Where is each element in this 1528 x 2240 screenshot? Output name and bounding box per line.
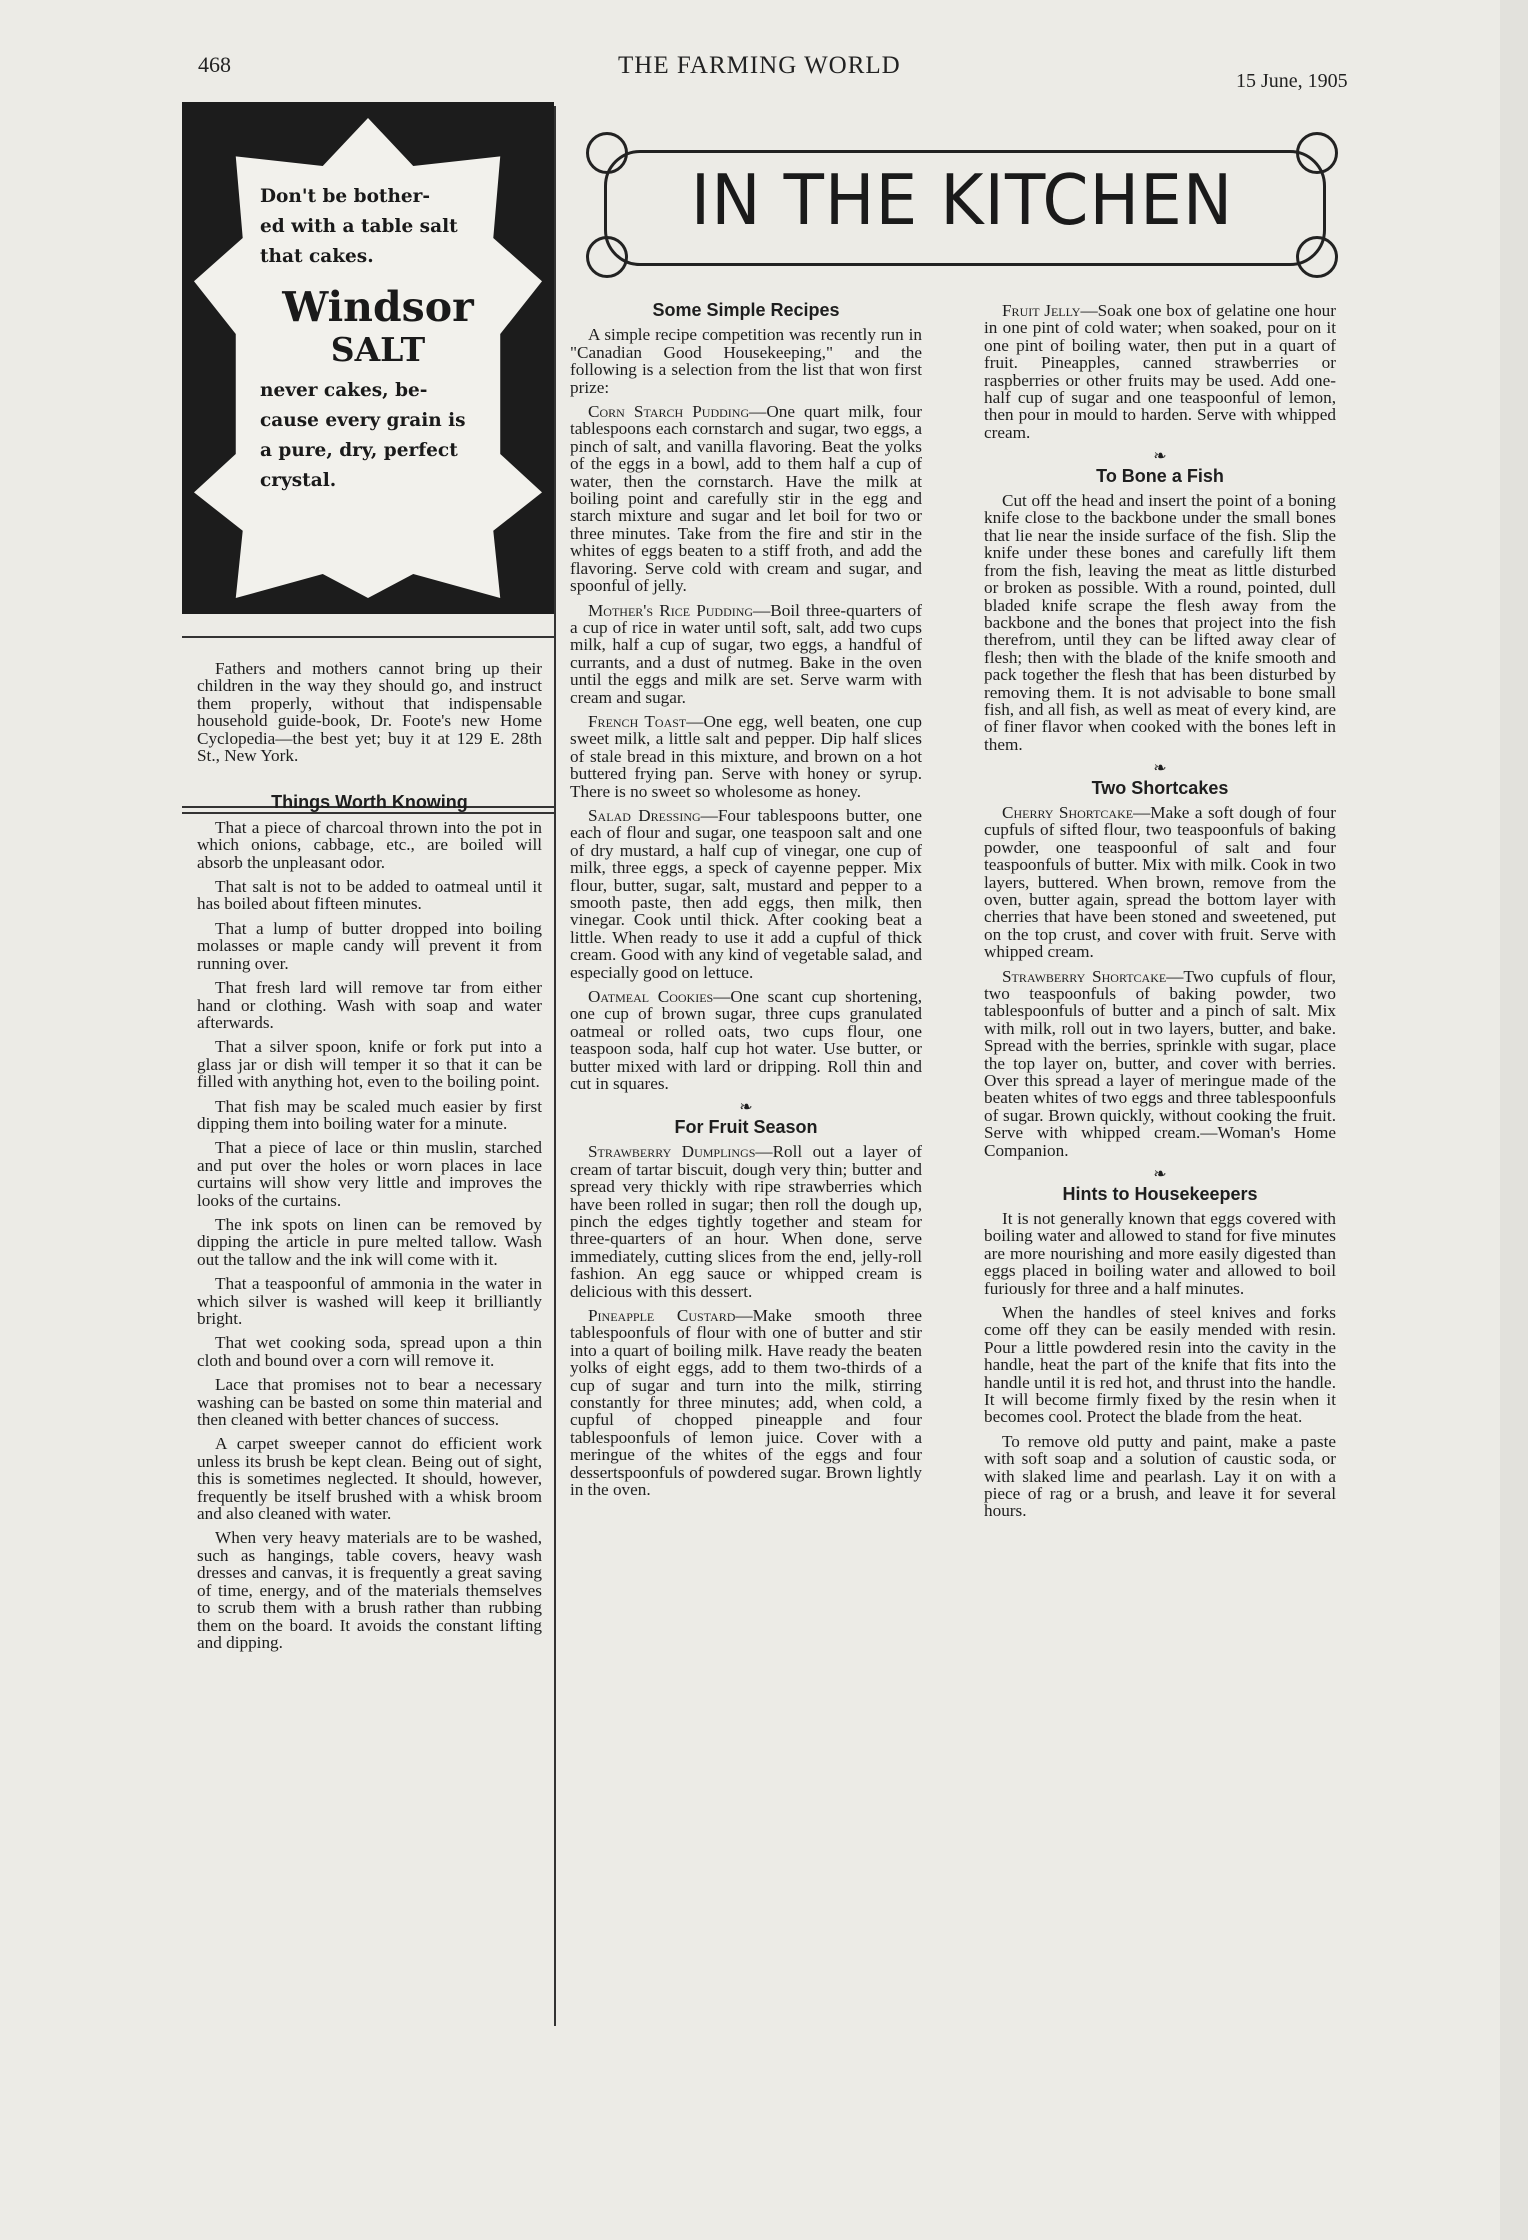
recipe-name: Corn Starch Pudding: [588, 402, 750, 422]
recipe-text: —Two cupfuls of flour, two teaspoonfuls of baking powder, two tablespoonfuls of butter and a pinch of salt. Mix with milk, roll out in two layers, butter, and bake. Spread with the berries, sprinkle with sugar, place the top layer on, butter, and cover with berries. Over this spread a layer of meringue made of the beaten whites of two eggs and three tablespoonfuls of sugar. Brown quickly, without cooking the fruit. Serve with whipped cream.—Woman's Home Companion.: [984, 966, 1336, 1160]
fruit-season-heading: For Fruit Season: [674, 1116, 818, 1137]
shortcakes-heading: Two Shortcakes: [1091, 777, 1229, 798]
ad-line: ed with a table salt: [260, 216, 458, 237]
recipe: [570, 713, 922, 800]
recipe-name: Oatmeal Cookies: [588, 987, 714, 1007]
ornament-icon: ❧: [1153, 448, 1167, 466]
list-item: That a silver spoon, knife or fork put into a glass jar or dish will temper it so that it can be filled with anything hot, even to the boiling point.: [197, 1037, 542, 1092]
list-item: That a teaspoonful of ammonia in the water in which silver is washed will keep it brilliantly bright.: [197, 1274, 542, 1328]
list-item: That a piece of charcoal thrown into the pot in which onions, cabbage, etc., are boiled will absorb the unpleasant odor.: [197, 817, 542, 872]
things-heading: Things Worth Knowing: [271, 792, 468, 813]
ornament-icon: ❧: [739, 1099, 753, 1117]
ad-line: Don't be bother-: [260, 186, 431, 207]
divider: [182, 636, 554, 638]
page-number: 468: [198, 52, 231, 77]
ad-line: never cakes, be-: [260, 380, 428, 401]
cyclopedia-notice: Fathers and mothers cannot bring up their children in the way they should go, and instruct them properly, without that indispensable household guide-book, Dr. Foote's new Home Cyclopedia—the best yet; buy it at 129 E. 28th St., New York.: [197, 659, 542, 766]
list-item: That fish may be scaled much easier by first dipping them into boiling water for a minute.: [197, 1096, 542, 1133]
recipe-name: Strawberry Shortcake: [1002, 966, 1167, 986]
ad-line: that cakes.: [260, 246, 374, 267]
hint: It is not generally known that eggs covered with boiling water and allowed to stand for five minutes are more nourishing and more easily digested than eggs placed in boiling water and allowed to boil furiously for three and a half minutes.: [984, 1208, 1336, 1298]
recipe: [570, 1143, 922, 1300]
recipe-text: —One egg, well beaten, one cup sweet milk, a little salt and pepper. Dip half slices of stale bread in this mixture, and brown on a hot buttered frying pan. Serve with honey or syrup. There is no sweet so wholesome as honey.: [570, 711, 922, 801]
list-item: That fresh lard will remove tar from either hand or clothing. Wash with soap and water afterwards.: [197, 978, 542, 1032]
recipe: [984, 968, 1336, 1159]
recipe-text: —Four tablespoons butter, one each of flour and sugar, one teaspoon salt and one of dry mustard, a half cup of vinegar, one cup of milk, three eggs, a speck of cayenne pepper. Mix flour, butter, sugar, salt, mustard and pepper to a smooth paste, then add eggs, then milk, then vinegar. Cook until thick. After cooking beat a little. When ready to use it add a cupful of thick cream. Good with any kind of vegetable salad, and especially good on lettuce.: [570, 805, 923, 982]
ornament-icon: ❧: [1153, 1166, 1167, 1184]
ad-line: crystal.: [260, 470, 337, 491]
recipe-text: —Soak one box of gelatine one hour in one pint of cold water; when soaked, pour on it one pint of boiling water, then put in a quart of fruit. Pineapples, canned strawberries or raspberries or other fruits may be used. Add one-half cup of sugar and one teaspoonful of lemon, then pour in mould to harden. Serve with whipped cream.: [984, 301, 1337, 442]
hints-heading: Hints to Housekeepers: [1062, 1183, 1258, 1204]
recipe-text: —Roll out a layer of cream of tartar biscuit, dough very thin; butter and spread very thickly with ripe strawberries which have been rolled in sugar; then roll the dough up, pinch the edges tightly together and steam for three-quarters of an hour. When done, serve immediately, cutting slices from the end, jelly-roll fashion. An egg sauce or whipped cream is delicious with this dessert.: [570, 1142, 922, 1301]
list-item: That salt is not to be added to oatmeal until it has boiled about fifteen minutes.: [197, 877, 542, 914]
hint: When the handles of steel knives and forks come off they can be easily mended with resin. Pour a little powdered resin into the cavity in the handle, heat the part of the knife that fits into the handle until it is red hot, and thrust into the handle. It will become firmly fixed by the resin when it becomes cool. Protect the blade from the heat.: [984, 1302, 1336, 1427]
section-title: IN THE KITCHEN: [690, 160, 1234, 241]
column-rule: [554, 106, 556, 2026]
list-item: That a lump of butter dropped into boiling molasses or maple candy will prevent it from running over.: [197, 918, 542, 973]
recipe: [570, 1307, 922, 1498]
recipe-name: Cherry Shortcake: [1002, 802, 1134, 822]
list-item: When very heavy materials are to be washed, such as hangings, table covers, heavy wash dresses and canvas, it is frequently a great saving of time, energy, and of the materials themselves to scrub them with a brush rather than rubbing them on the board. It avoids the constant lifting and dipping.: [197, 1528, 542, 1652]
ad-line: a pure, dry, perfect: [260, 440, 458, 461]
list-item: The ink spots on linen can be removed by dipping the article in pure melted tallow. Wash out the tallow and the ink will come with it.: [197, 1214, 542, 1269]
recipe-text: —Boil three-quarters of a cup of rice in water until soft, salt, add two cups milk, half a cup of sugar, two eggs, a handful of currants, and a dust of nutmeg. Bake in the oven until the eggs and milk are set. Serve warm with cream and sugar.: [570, 600, 922, 707]
recipes-intro: A simple recipe competition was recently run in "Canadian Good Housekeeping," and the following is a selection from the list that won first prize:: [570, 325, 922, 397]
recipe-name: French Toast: [588, 711, 687, 731]
ad-line: cause every grain is: [260, 410, 466, 431]
ornament-icon: ❧: [1153, 760, 1167, 778]
ad-copy: [260, 182, 496, 496]
column-right: [984, 302, 1336, 1527]
issue-date: 15 June, 1905: [1236, 70, 1348, 92]
recipe-text: —One scant cup shortening, one cup of brown sugar, three cups granulated oatmeal or rolled oats, two cups flour, one teaspoon soda, half cup hot water. Use butter, or butter mixed with lard or dripping. Roll thin and cut in squares.: [570, 987, 922, 1094]
ad-product: SALT: [330, 330, 426, 369]
recipe-name: Pineapple Custard: [588, 1305, 736, 1325]
recipe: [570, 807, 922, 981]
recipe-text: —Make a soft dough of four cupfuls of sifted flour, two teaspoonfuls of baking powder, one teaspoonful of salt and four teaspoonfuls of butter. Mix with milk. Cook in two layers, buttered. When brown, remove from the oven, butter again, spread the bottom layer with cherries that have been stoned and sweetened, put on the top crust, and cover with fruit. Serve with whipped cream.: [984, 802, 1336, 962]
recipe: [984, 302, 1336, 441]
recipe-name: Mother's Rice Pudding: [588, 600, 754, 620]
list-item: A carpet sweeper cannot do efficient work unless its brush be kept clean. Being out of sight, this is sometimes neglected. It should, however, frequently be itself brushed with a whisk broom and also cleaned with water.: [197, 1434, 542, 1524]
column-middle: [570, 302, 922, 1505]
recipe-text: —One quart milk, four tablespoons each cornstarch and sugar, two eggs, a pinch of salt, and vanilla flavoring. Beat the yolks of the eggs in a bowl, add to them half a cup of water, then the cornstarch. Have the milk at boiling point and carefully stir in the egg and starch mixture and sugar and let boil for two or three minutes. Take from the fire and stir in the whites of eggs beaten to a stiff froth, and add the flavoring. Serve cold with cream and sugar, and spoonful of jelly.: [570, 402, 922, 596]
recipe-name: Strawberry Dumplings: [588, 1142, 756, 1162]
fish-text: Cut off the head and insert the point of a boning knife close to the backbone under the small bones that lie near the inside surface of the fish. Slip the knife under these bones and carefully lift them from the fish, leaving the meat as little disturbed or broken as possible. With a round, pointed, dull bladed knife scrape the flesh away from the backbone and the bones that project into the fish therefrom, until they can be lifted away clear of flesh; then with the blade of the knife smooth and pack together the flesh that has been disturbed by removing them. It is not advisable to bone small fish, and all fish, as well as meat of every kind, are of finer flavor when cooked with the bones left in them.: [984, 491, 1336, 754]
kitchen-banner: [584, 130, 1340, 280]
scroll-ornament: [1296, 236, 1338, 278]
recipe-name: Fruit Jelly: [1002, 301, 1081, 320]
list-item: That wet cooking soda, spread upon a thin cloth and bound over a corn will remove it.: [197, 1333, 542, 1370]
scroll-ornament: [586, 236, 628, 278]
list-item: Lace that promises not to bear a necessary washing can be basted on some thin material and then cleaned with better chances of success.: [197, 1375, 542, 1430]
recipe: [570, 988, 922, 1092]
recipe: [570, 602, 922, 706]
recipe: [570, 403, 922, 594]
windsor-salt-ad: [182, 102, 554, 614]
recipe-text: —Make smooth three tablespoonfuls of flour with one of butter and stir into a quart of boiling milk. Have ready the beaten yolks of eight eggs, add to them two-thirds of a cup of sugar and turn into the milk, stirring constantly for three minutes; add, when cold, a cupful of chopped pineapple and four tablespoonfuls of lemon juice. Cover with a meringue of the whites of the eggs and four dessertspoonfuls of powdered sugar. Brown lightly in the oven.: [570, 1305, 922, 1499]
recipe: [984, 804, 1336, 961]
list-item: That a piece of lace or thin muslin, starched and put over the holes or worn places in lace curtains will show very little and improves the looks of the curtains.: [197, 1138, 542, 1210]
fish-heading: To Bone a Fish: [1096, 465, 1224, 486]
recipes-heading: Some Simple Recipes: [652, 300, 840, 320]
column-left: [197, 660, 542, 1658]
ad-brand: Windsor: [282, 283, 474, 331]
scan-edge: [1500, 0, 1528, 2240]
hint: To remove old putty and paint, make a paste with soft soap and a solution of caustic soda, or with slaked lime and pearlash. Lay it on with a piece of rag or a brush, and leave it for several hours.: [984, 1431, 1336, 1521]
recipe-name: Salad Dressing: [588, 805, 701, 825]
publication-title: THE FARMING WORLD: [618, 52, 901, 79]
